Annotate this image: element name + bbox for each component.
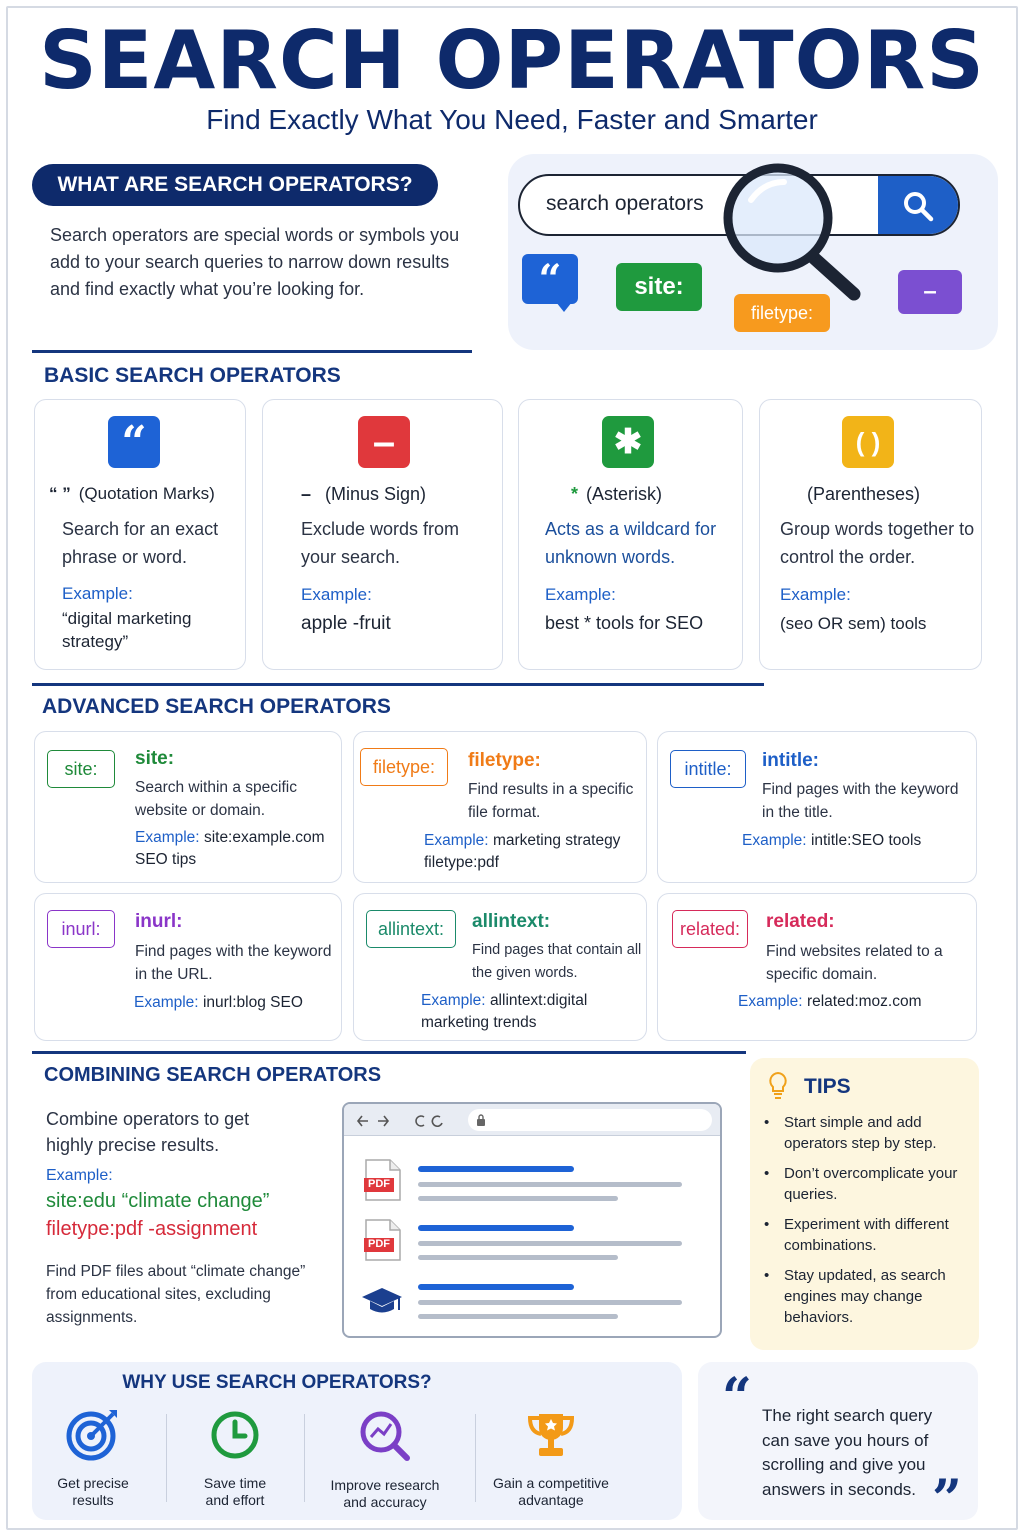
operator-desc: Acts as a wildcard for unknown words. xyxy=(545,519,717,567)
example-value: (seo OR sem) tools xyxy=(780,614,927,633)
section-divider xyxy=(32,1051,746,1054)
pdf-badge: PDF xyxy=(368,1238,390,1250)
lightbulb-icon xyxy=(766,1070,790,1102)
operator-name: related: xyxy=(766,911,835,932)
example-label: Example: xyxy=(134,994,199,1011)
intro-heading: WHAT ARE SEARCH OPERATORS? xyxy=(32,164,438,206)
example xyxy=(742,830,972,852)
operator-desc: Find pages with the keyword in the title. xyxy=(762,781,959,821)
adv-card-allintext xyxy=(353,893,647,1041)
address-bar[interactable] xyxy=(468,1109,712,1131)
example-label: Example: xyxy=(135,829,200,846)
asterisk-icon: ✱ xyxy=(602,416,654,468)
operator-tag: inurl: xyxy=(47,910,115,948)
basic-heading: BASIC SEARCH OPERATORS xyxy=(44,364,341,387)
quote-chip xyxy=(522,254,578,304)
operator-symbol: * xyxy=(571,484,579,504)
quote-close-icon: ” xyxy=(932,1469,962,1530)
operator-label: (Minus Sign) xyxy=(325,484,427,504)
operator-desc: Exclude words from your search. xyxy=(301,519,460,567)
adv-card-intitle xyxy=(657,731,977,883)
divider xyxy=(304,1414,305,1502)
chip-tail xyxy=(556,302,572,312)
intro-text: Search operators are special words or symbols you add to your search queries to narrow down results and find exactly what you’re looking for. xyxy=(50,225,460,299)
example xyxy=(421,990,621,1034)
result-title-line xyxy=(418,1166,574,1172)
basic-card-minus xyxy=(262,399,503,670)
quote-icon: “ xyxy=(108,416,160,468)
tip-item: • Don’t overcomplicate your queries. xyxy=(764,1163,976,1205)
example-label: Example: xyxy=(738,993,803,1010)
operator-name: inurl: xyxy=(135,911,183,932)
why-label: Get precise results xyxy=(57,1475,129,1508)
example xyxy=(424,830,644,874)
example-label: Example: xyxy=(62,584,133,603)
section-divider xyxy=(32,350,472,353)
operator-label: (Asterisk) xyxy=(586,484,663,504)
tip-item: • Stay updated, as search engines may change behaviors. xyxy=(764,1265,976,1328)
adv-card-filetype xyxy=(353,731,647,883)
example xyxy=(738,991,968,1013)
lock-icon xyxy=(476,1114,486,1126)
why-item xyxy=(310,1408,460,1511)
quote-icon: “ xyxy=(538,255,562,303)
combining-note: Find PDF files about “climate change” from educational sites, excluding assignments. xyxy=(46,1263,306,1326)
why-item xyxy=(18,1408,168,1509)
result-title-line xyxy=(418,1225,574,1231)
operator-label: (Parentheses) xyxy=(807,484,921,504)
page-title: SEARCH OPERATORS xyxy=(39,14,985,107)
example-label: Example: xyxy=(742,832,807,849)
trophy-icon xyxy=(524,1408,578,1462)
section-divider xyxy=(32,683,764,686)
tips-list xyxy=(764,1112,976,1337)
quote-open-icon: “ xyxy=(722,1367,752,1428)
page-subtitle: Find Exactly What You Need, Faster and Smarter xyxy=(206,104,818,135)
why-item xyxy=(476,1408,626,1509)
adv-card-related xyxy=(657,893,977,1041)
parentheses-icon: ( ) xyxy=(842,416,894,468)
operator-tag: filetype: xyxy=(360,748,448,786)
operator-name: intitle: xyxy=(762,750,819,771)
research-icon xyxy=(357,1408,413,1464)
query-line-2: filetype:pdf -assignment xyxy=(46,1218,258,1240)
search-input[interactable]: search operators xyxy=(546,192,704,215)
example-label: Example: xyxy=(545,585,616,604)
example-value: inurl:blog SEO xyxy=(202,994,303,1011)
result-snippet-line xyxy=(418,1241,682,1246)
operator-name xyxy=(301,484,426,505)
tip-item: • Experiment with different combinations. xyxy=(764,1214,976,1256)
example-value: marketing strategy filetype:pdf xyxy=(424,832,621,871)
minus-chip: – xyxy=(898,270,962,314)
why-panel xyxy=(32,1362,682,1520)
operator-desc: Group words together to control the order. xyxy=(780,519,975,567)
basic-card-parentheses xyxy=(759,399,982,670)
combining-text: Combine operators to get highly precise results. xyxy=(46,1109,250,1155)
example-value: allintext:digital marketing trends xyxy=(421,992,588,1031)
query-line-1: site:edu “climate change” xyxy=(46,1190,270,1212)
operator-desc: Find results in a specific file format. xyxy=(468,781,634,821)
example-label: Example: xyxy=(46,1167,113,1184)
why-item xyxy=(160,1408,310,1509)
operator-desc: Find pages that contain all the given words. xyxy=(472,942,642,981)
graduation-cap-icon xyxy=(360,1284,404,1318)
advanced-heading: ADVANCED SEARCH OPERATORS xyxy=(42,695,391,718)
quote-panel xyxy=(698,1362,978,1530)
operator-name: allintext: xyxy=(472,911,551,932)
search-button[interactable] xyxy=(878,176,958,236)
pdf-badge: PDF xyxy=(368,1178,390,1190)
operator-tag: intitle: xyxy=(670,750,746,788)
minus-icon: – xyxy=(358,416,410,468)
target-icon xyxy=(65,1408,121,1462)
example-value: apple -fruit xyxy=(301,613,391,634)
operator-name xyxy=(49,484,215,504)
why-label: Gain a competitive advantage xyxy=(493,1475,609,1508)
browser-window xyxy=(342,1102,722,1338)
example-value: intitle:SEO tools xyxy=(810,832,922,849)
operator-tag: allintext: xyxy=(366,910,456,948)
tip-item: • Start simple and add operators step by step. xyxy=(764,1112,976,1154)
adv-card-site xyxy=(34,731,342,883)
why-label: Improve research and accuracy xyxy=(330,1477,440,1510)
example-label: Example: xyxy=(780,585,851,604)
example-value: related:moz.com xyxy=(806,993,922,1010)
clock-icon xyxy=(208,1408,262,1462)
example xyxy=(134,992,334,1014)
why-label: Save time and effort xyxy=(203,1475,267,1508)
why-heading: WHY USE SEARCH OPERATORS? xyxy=(122,1372,432,1393)
operator-desc: Find pages with the keyword in the URL. xyxy=(135,943,332,983)
result-title-line xyxy=(418,1284,574,1290)
example-value: best * tools for SEO xyxy=(545,613,704,633)
result-snippet-line xyxy=(418,1314,618,1319)
magnifier-icon xyxy=(716,160,876,310)
tips-heading: TIPS xyxy=(804,1075,851,1098)
operator-name: site: xyxy=(135,748,175,769)
example-label: Example: xyxy=(424,832,489,849)
example-label: Example: xyxy=(421,992,486,1009)
browser-nav-icons xyxy=(356,1112,456,1130)
combining-heading: COMBINING SEARCH OPERATORS xyxy=(44,1064,382,1086)
operator-name: filetype: xyxy=(468,750,541,771)
example-label: Example: xyxy=(301,585,372,604)
site-chip: site: xyxy=(616,263,702,311)
filetype-chip: filetype: xyxy=(734,294,830,332)
search-icon xyxy=(901,189,935,223)
result-snippet-line xyxy=(418,1196,618,1201)
operator-tag: related: xyxy=(672,910,748,948)
result-snippet-line xyxy=(418,1182,682,1187)
result-snippet-line xyxy=(418,1300,682,1305)
example xyxy=(135,827,335,871)
example-value: “digital marketing strategy” xyxy=(62,609,192,651)
example-value: site:example.com SEO tips xyxy=(135,829,325,868)
operator-name xyxy=(571,484,662,505)
operator-desc: Find websites related to a specific domain. xyxy=(766,943,943,983)
operator-label: (Quotation Marks) xyxy=(78,484,215,503)
quote-text: The right search query can save you hours of scrolling and give you answers in seconds. xyxy=(762,1406,933,1499)
basic-card-asterisk xyxy=(518,399,743,670)
adv-card-inurl xyxy=(34,893,342,1041)
operator-name xyxy=(807,484,920,505)
tips-panel xyxy=(750,1058,979,1350)
operator-tag: site: xyxy=(47,750,115,788)
operator-desc: Search for an exact phrase or word. xyxy=(62,519,219,567)
basic-card-quotes xyxy=(34,399,246,670)
operator-symbol: – xyxy=(301,484,312,504)
result-snippet-line xyxy=(418,1255,618,1260)
operator-symbol: “ ” xyxy=(49,484,71,503)
operator-desc: Search within a specific website or domain. xyxy=(135,779,297,819)
